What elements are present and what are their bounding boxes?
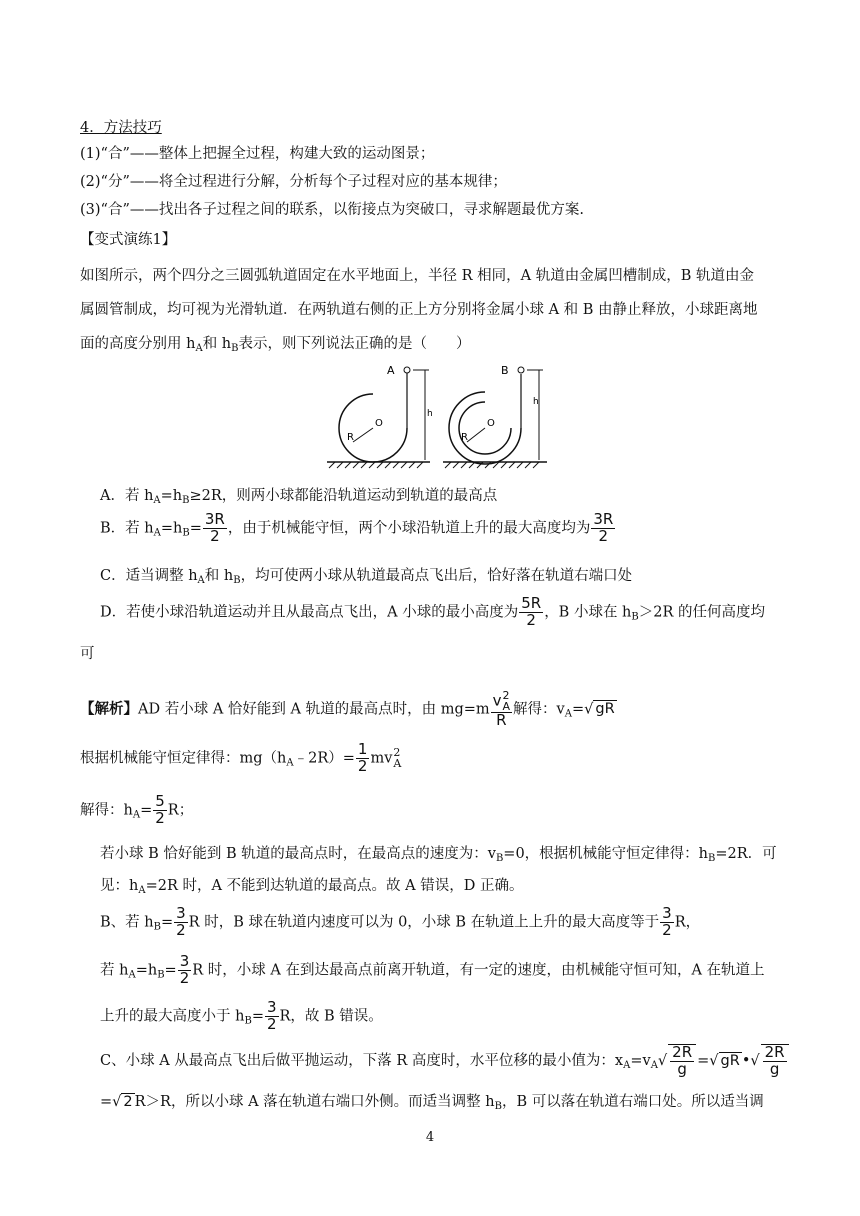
exercise-title: 【变式演练1】 bbox=[80, 232, 177, 248]
analysis-line: 解得：$h_A=$ $\frac{5}{2}$ R； bbox=[80, 792, 194, 827]
ball-b bbox=[518, 367, 524, 373]
page-number: 4 bbox=[425, 1130, 435, 1145]
radius-label-a: R bbox=[347, 432, 354, 443]
option-b: B．若 $h_A=h_B=$ $\frac{3R}{2}$ ，由于机械能守恒，两个小球沿轨道上升的最大高度均为 $\frac{3R}{2}$ bbox=[100, 510, 614, 545]
sqrt: √ $\frac{2R}{g}$ bbox=[658, 1053, 697, 1069]
sqrt: √ gR bbox=[584, 701, 615, 718]
fraction: $\frac{3}{2}$ bbox=[266, 998, 277, 1033]
analysis-line: =√ 2 R＞R，所以小球 A 落在轨道右端口外侧。而适当调整 $h_B$，B 可以落在轨道右端口处。所以适当调 bbox=[100, 1094, 764, 1112]
analysis-line: 若 $h_A=h_B=$ $\frac{3}{2}$ R 时，小球 A 在到达最高点前离开轨道，有一定的速度，由机械能守恒可知，A 在轨道上 bbox=[100, 952, 765, 987]
fraction: $\frac{5R}{2}$ bbox=[521, 594, 542, 629]
method-item: (1)“合”——整体上把握全过程，构建大致的运动图景； bbox=[80, 146, 435, 162]
analysis-line: 根据机械能守恒定律得：$mg(h_A﹣2R)=$ $\frac{1}{2}$ mv 2 A bbox=[80, 740, 402, 775]
sqrt: √ gR bbox=[709, 1052, 740, 1069]
method-item: (3)“合”——找出各子过程之间的联系，以衔接点为突破口，寻求解题最优方案. bbox=[80, 202, 584, 218]
analysis-line: C、小球 A 从最高点飞出后做平抛运动，下落 R 高度时，水平位移的最小值为：$x_A=v_A√$ $\frac{2R}{g}$ =√ gR •√ $\frac{2R}{g}$ bbox=[100, 1044, 790, 1078]
sqrt: √ $\frac{2R}{g}$ bbox=[750, 1053, 789, 1069]
analysis-line: 见：$h_A=2R$ 时，A 不能到达轨道的最高点。故 A 错误，D 正确。 bbox=[100, 878, 524, 896]
section-heading: 4．方法技巧 bbox=[80, 120, 162, 136]
analysis-line: B、若 $h_B=$ $\frac{3}{2}$ R 时，B 球在轨道内速度可以为 0，小球 B 在轨道上上升的最大高度等于 $\frac{3}{2}$ R， bbox=[100, 904, 701, 939]
fraction: $\frac{3R}{2}$ bbox=[204, 510, 225, 545]
analysis-line: 上升的最大高度小于 $h_B=$ $\frac{3}{2}$ R，故 B 错误。 bbox=[100, 998, 383, 1033]
sqrt: √ 2 bbox=[112, 1094, 133, 1110]
fraction: $\frac{3}{2}$ bbox=[662, 904, 672, 939]
fraction: $\frac{3R}{2}$ bbox=[593, 510, 614, 545]
option-d: D．若使小球沿轨道运动并且从最高点飞出，A 小球的最小高度为 $\frac{5R}{2}$ ，B 小球在 $h_B>2R$ 的任何高度均 bbox=[100, 594, 766, 629]
question-line: 如图所示，两个四分之三圆弧轨道固定在水平地面上，半径 R 相同，A 轨道由金属凹槽制成，B 轨道由金 bbox=[80, 268, 754, 284]
ball-a bbox=[404, 367, 410, 373]
fraction: v 2 A R bbox=[492, 689, 511, 729]
fraction: $\frac{3}{2}$ bbox=[176, 904, 186, 939]
fraction: $\frac{5}{2}$ bbox=[155, 792, 165, 827]
radius-label-b: R bbox=[461, 432, 468, 443]
question-line: 属圆管制成，均可视为光滑轨道．在两轨道右侧的正上方分别将金属小球 A 和 B 由静止释放，小球距离地 bbox=[80, 302, 758, 318]
track-figure bbox=[325, 360, 550, 470]
fraction: $\frac{3}{2}$ bbox=[179, 952, 190, 987]
ball-label-a: A bbox=[387, 364, 395, 377]
height-label-b: h bbox=[533, 397, 539, 407]
analysis-line: 若小球 B 恰好能到 B 轨道的最高点时，在最高点的速度为：$v_B=0$，根据机械能守恒定律得：$h_B=2R$．可 bbox=[100, 846, 777, 864]
option-d-continued: 可 bbox=[80, 646, 95, 662]
analysis-line: 【解析】AD 若小球 A 恰好能到 A 轨道的最高点时，由 mg=m v 2 A R 解得：$v_A=√$ gR bbox=[80, 689, 615, 729]
question-line: 面的高度分别用 $h_A$和 $h_B$表示，则下列说法正确的是（ ） bbox=[80, 336, 471, 354]
option-a: A．若 $h_A=h_B\ge 2R$，则两小球都能沿轨道运动到轨道的最高点 bbox=[100, 488, 498, 506]
fraction: $\frac{1}{2}$ bbox=[357, 740, 368, 775]
center-label-b: O bbox=[487, 418, 495, 429]
option-c: C．适当调整 $h_A$和 $h_B$，均可使两小球从轨道最高点飞出后，恰好落在轨道右端口处 bbox=[100, 568, 633, 586]
center-label-a: O bbox=[375, 418, 383, 429]
method-item: (2)“分”——将全过程进行分解，分析每个子过程对应的基本规律； bbox=[80, 174, 507, 190]
height-label-a: h bbox=[427, 409, 433, 419]
ball-label-b: B bbox=[501, 364, 509, 377]
